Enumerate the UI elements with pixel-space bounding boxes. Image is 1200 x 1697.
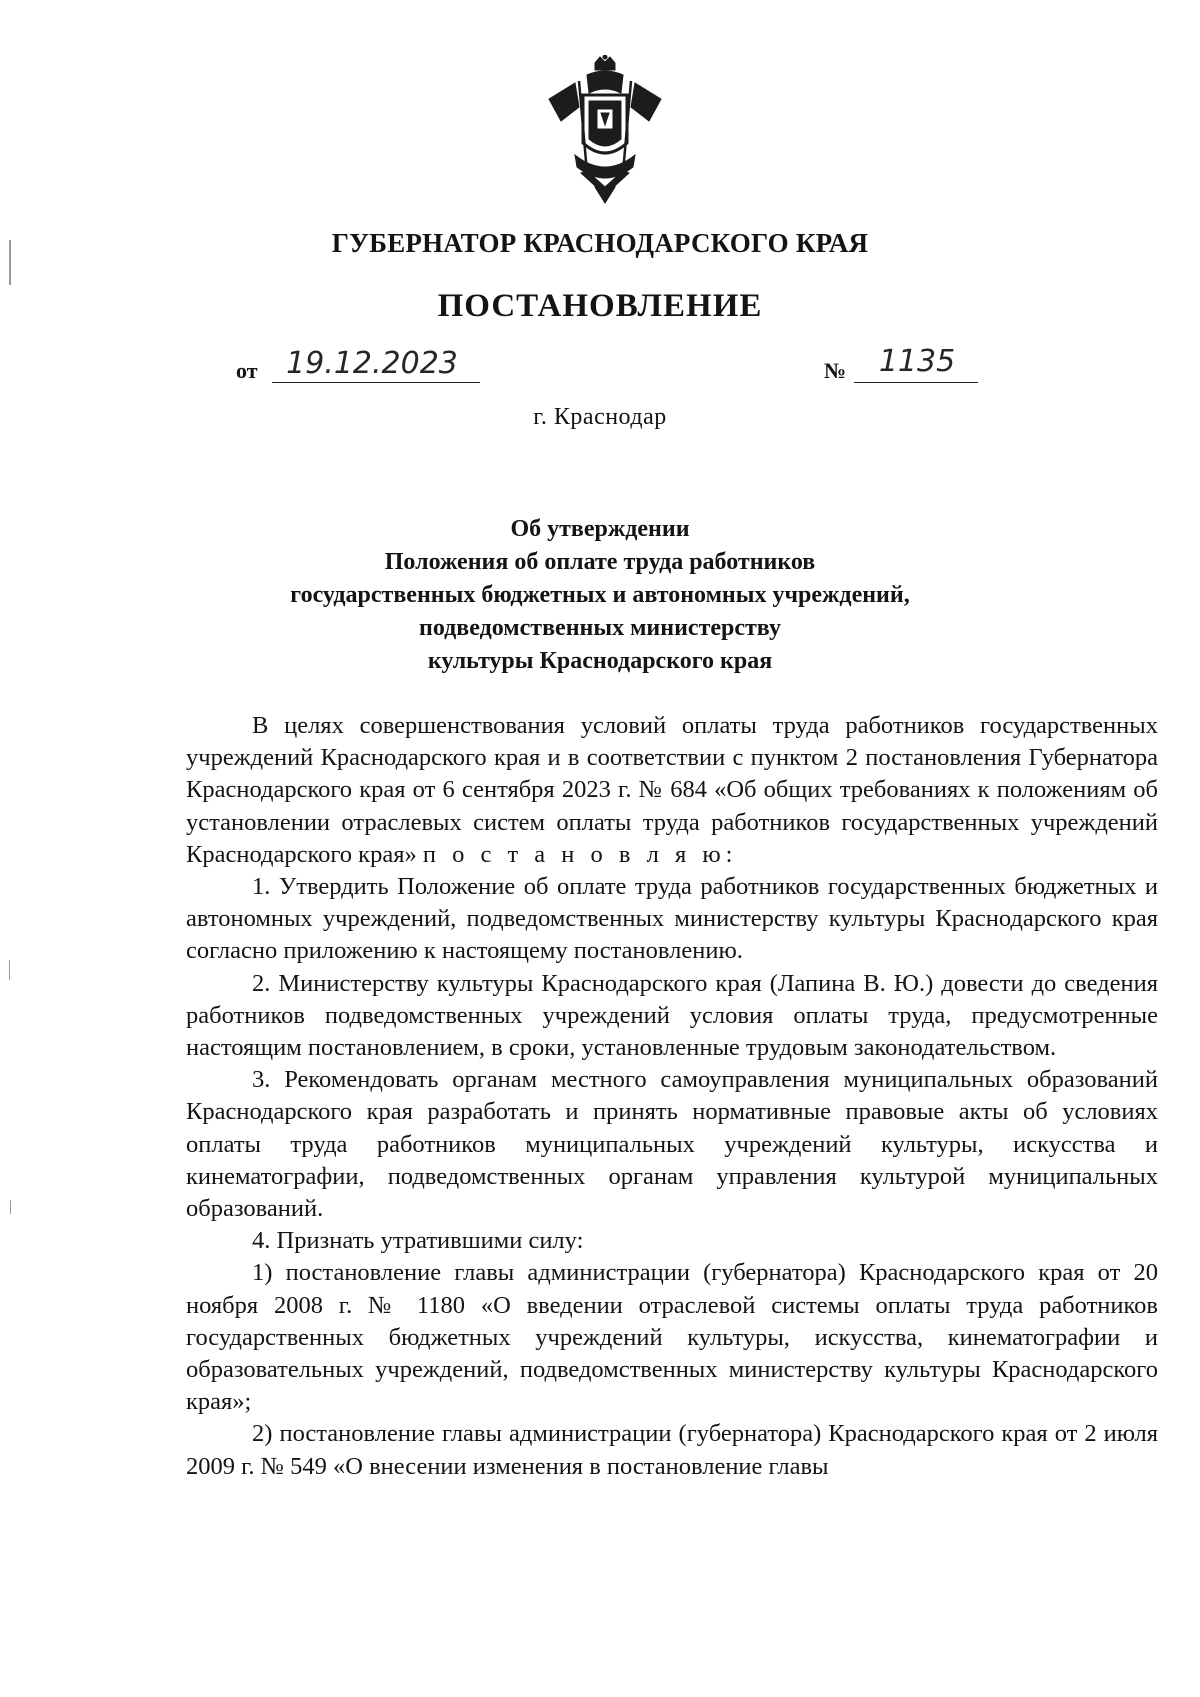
city-line: г. Краснодар [533,404,667,430]
document-type-heading: ПОСТАНОВЛЕНИЕ [437,288,763,324]
date-underline [272,382,480,383]
intro-text: В целях совершенствования условий оплаты труда работников государственных учреждений Краснодарского края и в соответствии с пунктом 2 постановления Губернатора Краснодарского края от 6 сентября 2023 г. № 684 «Об общих требованиях к положениям об установлении отраслевых систем оплаты труда работников государственных учреждений Краснодарского края» [186,712,1158,868]
handwritten-date: 19.12.2023 [286,346,458,381]
date-number-row [236,344,978,392]
title-line: государственных бюджетных и автономных учреждений, [290,582,910,608]
paragraph-4-item-1: 1) постановление главы администрации (губернатора) Краснодарского края от 20 ноября 2008 г. № 1180 «О введении отраслевой системы оплаты труда работников государственных бюджетных учреждений культуры, искусства, кинематографии и образовательных учреждений, подведомственных министерству культуры Краснодарского края»; [186,1259,1158,1416]
number-label: № [824,358,847,383]
paragraph-3: 3. Рекомендовать органам местного самоуправления муниципальных образований Краснодарского края разработать и принять нормативные правовые акты об условиях оплаты труда работников муниципальных учреждений культуры, искусства и кинематографии, подведомственных органам управления культурой муниципальных образований. [186,1066,1158,1223]
paragraph-4-item-2: 2) постановление главы администрации (губернатора) Краснодарского края от 2 июля 2009 г. № 549 «О внесении изменения в постановление главы [186,1420,1158,1480]
title-line: Положения об оплате труда работников [384,549,816,575]
document-body [186,710,1158,1483]
paragraph-1: 1. Утвердить Положение об оплате труда работников государственных бюджетных и автономных учреждений, подведомственных министерству культуры Краснодарского края согласно приложению к настоящему постановлению. [186,873,1158,965]
intro-paragraph [186,710,1158,871]
paragraph-2: 2. Министерству культуры Краснодарского края (Лапина В. Ю.) довести до сведения работников подведомственных учреждений условия оплаты труда, предусмотренные настоящим постановлением, в сроки, установленные трудовым законодательством. [186,969,1158,1062]
scan-artifact [10,1200,11,1214]
number-underline [854,382,978,383]
krasnodar-coat-of-arms-icon [545,55,665,205]
paragraph-4: 4. Признать утратившими силу: [252,1227,584,1255]
document-title [170,513,1030,678]
title-line: подведомственных министерству [419,615,781,641]
title-line: Об утверждении [510,516,690,542]
handwritten-number: 1135 [878,344,956,379]
date-label: от [236,358,258,383]
issuer-heading: ГУБЕРНАТОР КРАСНОДАРСКОГО КРАЯ [331,228,869,258]
resolve-word: п о с т а н о в л я ю: [422,840,738,868]
title-line: культуры Краснодарского края [427,648,773,674]
scan-artifact [9,240,11,285]
scan-artifact [9,960,10,980]
